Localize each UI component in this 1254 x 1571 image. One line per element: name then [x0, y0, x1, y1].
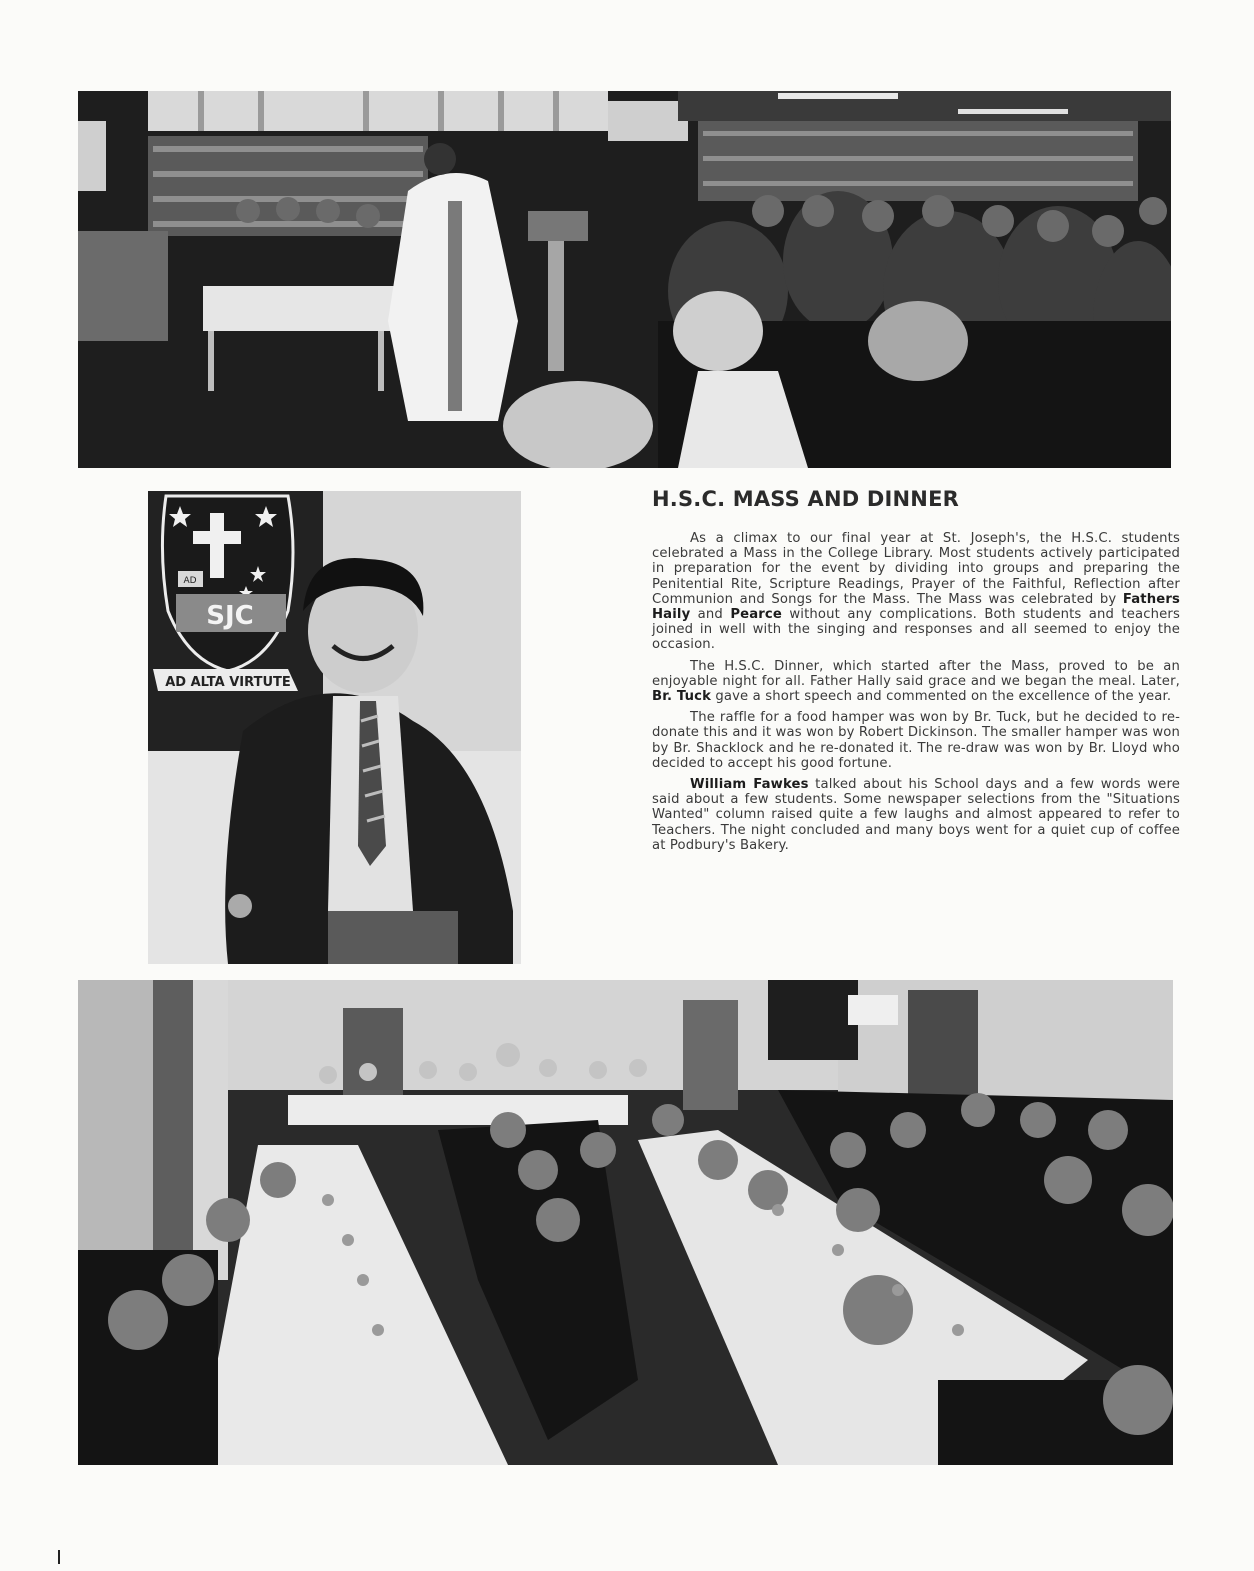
article-paragraph-1: [652, 531, 1180, 653]
p1-text-c: and: [690, 607, 731, 623]
name-br-tuck: Br. Tuck: [652, 689, 711, 705]
p2-text-c: gave a short speech and commented on the excellence of the year.: [711, 689, 1172, 705]
photo-hsc-dinner: [78, 980, 1173, 1465]
name-fathers-haily: Fathers Haily: [652, 591, 1180, 623]
p1-text-a: As a climax to our final year at St. Joseph's, the H.S.C. students celebrated a Mass in the College Library. Most students actively participated in preparation for the event by dividing into groups and preparing the Penitential Rite, Scripture Readings, Prayer of the Faithful, Reflection after Communion and Songs for the Mass. The Mass was celebrated by: [652, 531, 1180, 607]
student-photo-illustration: [148, 491, 521, 964]
name-pearce: Pearce: [730, 607, 782, 623]
article: [652, 487, 1180, 859]
article-title: H.S.C. MASS AND DINNER: [652, 487, 960, 511]
article-paragraph-4: [652, 777, 1180, 853]
name-william-fawkes: William Fawkes: [690, 777, 809, 793]
article-paragraph-3: The raffle for a food hamper was won by Br. Tuck, but he decided to re-donate this and it was won by Robert Dickinson. The smaller hamper was won by Br. Shacklock and he re-donated it. The re-draw was won by Br. Lloyd who decided to accept his good fortune.: [652, 710, 1180, 771]
mass-photo-illustration: [78, 91, 1171, 468]
p4-text-a: talked about his School days and a few words were said about a few students. Some newspaper selections from the "Situations Wanted" column raised quite a few laughs and almost appeared to refer to Teachers. The night concluded and many boys went for a quiet cup of coffee at Podbury's Bakery.: [652, 777, 1180, 853]
photo-smiling-student: [148, 491, 521, 964]
dinner-photo-illustration: [78, 980, 1173, 1465]
p2-text-a: The H.S.C. Dinner, which started after the Mass, proved to be an enjoyable night for all. Father Hally said grace and we began the meal. Later,: [652, 658, 1180, 689]
crest-initials: SJC: [206, 601, 254, 631]
p1-text-d: without any complications. Both students and teachers joined in well with the singing and responses and all seemed to enjoy the occasion.: [652, 607, 1180, 653]
photo-mass-in-library: [78, 91, 1171, 468]
article-paragraph-2: [652, 659, 1180, 705]
page-edge-mark: [58, 1550, 60, 1564]
crest-motto: AD ALTA VIRTUTE: [165, 675, 291, 690]
crest-small-text: AD: [183, 576, 197, 586]
